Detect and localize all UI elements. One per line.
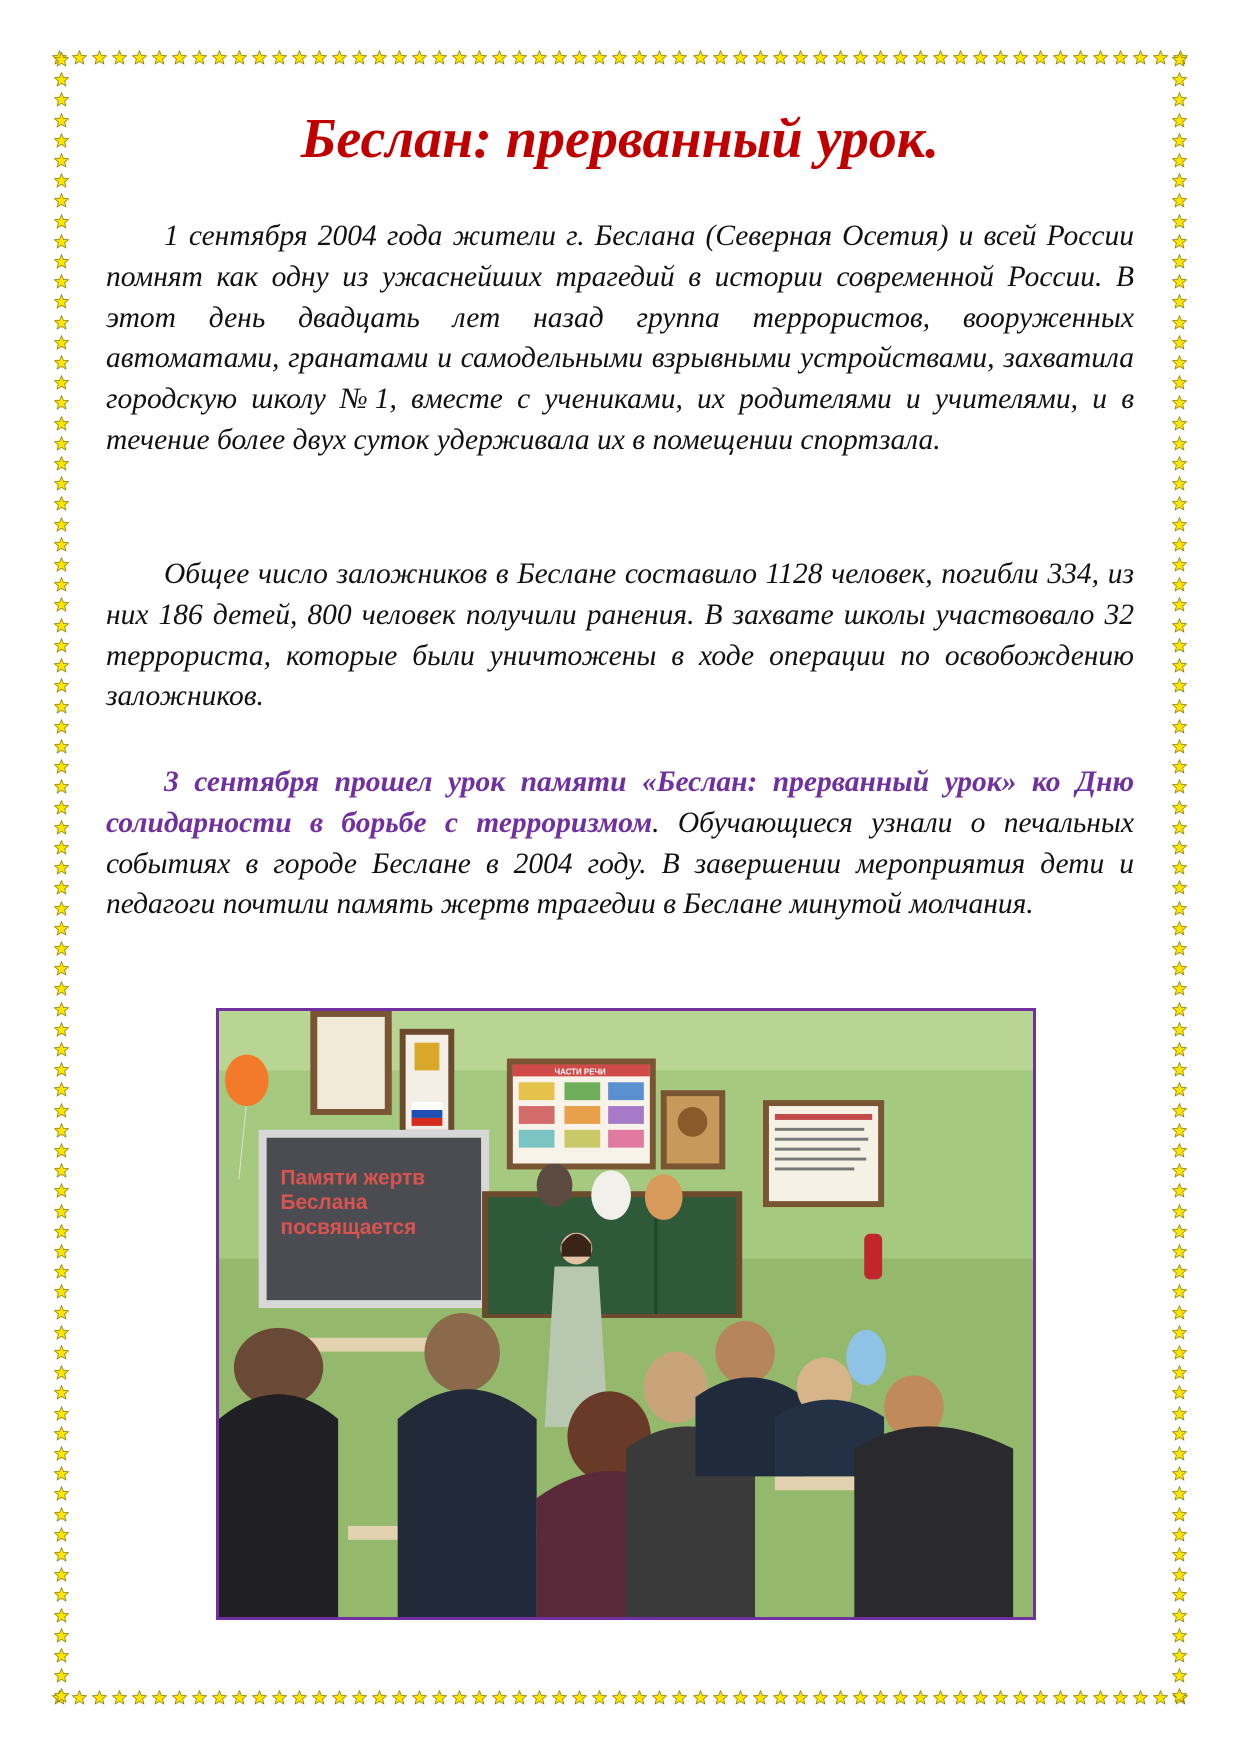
star-icon <box>1172 1426 1187 1441</box>
star-icon <box>54 840 69 855</box>
star-icon <box>54 800 69 815</box>
star-icon <box>873 50 888 65</box>
star-icon <box>472 50 487 65</box>
star-icon <box>853 50 868 65</box>
star-icon <box>532 1690 547 1705</box>
star-icon <box>54 820 69 835</box>
star-icon <box>1172 52 1187 67</box>
star-icon <box>292 1690 307 1705</box>
star-icon <box>1172 173 1187 188</box>
star-icon <box>432 1690 447 1705</box>
star-icon <box>552 1690 567 1705</box>
star-border-bottom <box>52 1690 1188 1705</box>
star-icon <box>54 1325 69 1340</box>
star-icon <box>54 1628 69 1643</box>
star-icon <box>54 1446 69 1461</box>
star-icon <box>933 50 948 65</box>
star-icon <box>54 961 69 976</box>
star-icon <box>54 153 69 168</box>
star-icon <box>54 1688 69 1703</box>
star-icon <box>1172 113 1187 128</box>
classroom-photo <box>216 1008 1036 1620</box>
star-icon <box>54 1406 69 1421</box>
star-icon <box>54 1305 69 1320</box>
star-icon <box>54 1466 69 1481</box>
star-icon <box>773 1690 788 1705</box>
star-icon <box>1172 1264 1187 1279</box>
star-icon <box>212 50 227 65</box>
star-icon <box>612 50 627 65</box>
star-icon <box>452 50 467 65</box>
star-icon <box>54 1426 69 1441</box>
star-icon <box>472 1690 487 1705</box>
star-icon <box>1172 577 1187 592</box>
star-icon <box>1172 678 1187 693</box>
star-icon <box>152 1690 167 1705</box>
star-icon <box>54 1365 69 1380</box>
star-icon <box>72 1690 87 1705</box>
star-icon <box>232 50 247 65</box>
star-icon <box>1172 800 1187 815</box>
star-icon <box>54 577 69 592</box>
star-icon <box>1172 1507 1187 1522</box>
star-icon <box>112 50 127 65</box>
star-icon <box>412 50 427 65</box>
star-icon <box>54 1527 69 1542</box>
star-icon <box>54 557 69 572</box>
star-icon <box>1172 476 1187 491</box>
star-icon <box>753 1690 768 1705</box>
star-icon <box>973 50 988 65</box>
star-icon <box>693 50 708 65</box>
star-icon <box>54 315 69 330</box>
star-icon <box>632 1690 647 1705</box>
poster-header: ЧАСТИ РЕЧИ <box>554 1067 606 1077</box>
star-icon <box>1172 1648 1187 1663</box>
star-icon <box>733 1690 748 1705</box>
star-icon <box>272 1690 287 1705</box>
star-icon <box>592 1690 607 1705</box>
star-icon <box>54 901 69 916</box>
star-icon <box>1172 1527 1187 1542</box>
star-icon <box>54 658 69 673</box>
star-icon <box>54 1143 69 1158</box>
star-icon <box>54 779 69 794</box>
star-icon <box>54 416 69 431</box>
star-icon <box>1033 1690 1048 1705</box>
star-icon <box>1172 1183 1187 1198</box>
star-icon <box>54 981 69 996</box>
star-icon <box>332 50 347 65</box>
star-icon <box>1172 375 1187 390</box>
star-icon <box>1172 921 1187 936</box>
star-icon <box>252 50 267 65</box>
star-icon <box>1172 1204 1187 1219</box>
star-icon <box>893 50 908 65</box>
star-icon <box>54 638 69 653</box>
star-icon <box>1172 1082 1187 1097</box>
star-icon <box>1172 193 1187 208</box>
star-icon <box>54 1244 69 1259</box>
star-icon <box>54 941 69 956</box>
star-icon <box>1172 739 1187 754</box>
star-icon <box>1053 1690 1068 1705</box>
star-icon <box>212 1690 227 1705</box>
star-icon <box>1172 719 1187 734</box>
star-icon <box>512 50 527 65</box>
star-icon <box>1172 1143 1187 1158</box>
star-icon <box>1053 50 1068 65</box>
star-icon <box>1153 50 1168 65</box>
star-icon <box>973 1690 988 1705</box>
star-icon <box>1172 537 1187 552</box>
star-icon <box>1172 860 1187 875</box>
star-icon <box>272 50 287 65</box>
star-icon <box>1172 1163 1187 1178</box>
star-icon <box>392 1690 407 1705</box>
star-icon <box>1172 1325 1187 1340</box>
star-icon <box>1172 436 1187 451</box>
star-border-left <box>54 52 69 1704</box>
star-icon <box>893 1690 908 1705</box>
star-icon <box>953 1690 968 1705</box>
star-icon <box>1172 1224 1187 1239</box>
star-icon <box>1172 72 1187 87</box>
star-icon <box>733 50 748 65</box>
star-icon <box>72 50 87 65</box>
star-icon <box>1172 153 1187 168</box>
star-icon <box>412 1690 427 1705</box>
star-icon <box>54 436 69 451</box>
star-icon <box>54 739 69 754</box>
star-icon <box>352 50 367 65</box>
star-icon <box>372 50 387 65</box>
star-icon <box>713 50 728 65</box>
star-icon <box>1172 133 1187 148</box>
star-icon <box>54 1264 69 1279</box>
star-icon <box>54 335 69 350</box>
star-icon <box>452 1690 467 1705</box>
star-icon <box>54 537 69 552</box>
star-icon <box>813 1690 828 1705</box>
star-icon <box>54 113 69 128</box>
star-icon <box>54 699 69 714</box>
star-icon <box>492 50 507 65</box>
star-icon <box>1172 335 1187 350</box>
star-icon <box>612 1690 627 1705</box>
star-icon <box>54 678 69 693</box>
star-icon <box>432 50 447 65</box>
star-icon <box>1113 50 1128 65</box>
star-icon <box>54 92 69 107</box>
star-icon <box>1013 50 1028 65</box>
star-icon <box>54 274 69 289</box>
star-icon <box>54 1042 69 1057</box>
star-icon <box>993 50 1008 65</box>
star-icon <box>54 72 69 87</box>
star-icon <box>54 921 69 936</box>
star-icon <box>392 50 407 65</box>
star-icon <box>1172 355 1187 370</box>
star-icon <box>54 1002 69 1017</box>
star-icon <box>54 1062 69 1077</box>
star-icon <box>192 50 207 65</box>
star-icon <box>54 214 69 229</box>
star-icon <box>793 50 808 65</box>
star-icon <box>1172 759 1187 774</box>
star-icon <box>172 1690 187 1705</box>
star-icon <box>54 375 69 390</box>
star-icon <box>54 517 69 532</box>
star-icon <box>54 597 69 612</box>
star-icon <box>1133 50 1148 65</box>
star-icon <box>1172 294 1187 309</box>
star-icon <box>1172 1547 1187 1562</box>
star-icon <box>1172 901 1187 916</box>
star-icon <box>773 50 788 65</box>
star-icon <box>292 50 307 65</box>
star-icon <box>54 880 69 895</box>
star-icon <box>1172 597 1187 612</box>
star-icon <box>54 254 69 269</box>
star-icon <box>54 395 69 410</box>
star-icon <box>1172 779 1187 794</box>
star-icon <box>1172 638 1187 653</box>
star-icon <box>132 1690 147 1705</box>
star-icon <box>1172 1567 1187 1582</box>
star-icon <box>1172 1244 1187 1259</box>
star-icon <box>54 719 69 734</box>
star-icon <box>1172 1103 1187 1118</box>
star-icon <box>54 1507 69 1522</box>
star-icon <box>54 1224 69 1239</box>
star-icon <box>632 50 647 65</box>
star-icon <box>54 1547 69 1562</box>
event-description: . Обучающиеся узнали о печальных событиях в городе Беслане в 2004 году. В завершении мероприятия дети и педагоги почтили память жертв трагедии в Беслане минутой молчания. <box>106 806 1134 921</box>
star-icon <box>1093 1690 1108 1705</box>
star-icon <box>1133 1690 1148 1705</box>
star-icon <box>1172 496 1187 511</box>
star-icon <box>1172 1385 1187 1400</box>
star-icon <box>1172 315 1187 330</box>
star-icon <box>92 1690 107 1705</box>
paragraph-statistics: Общее число заложников в Беслане составило 1128 человек, погибли 334, из них 186 детей, 800 человек получили ранения. В захвате школы участвовало 32 террориста, которые были уничтожены в ходе операции по освобождению заложников. <box>106 558 1134 713</box>
star-icon <box>54 860 69 875</box>
star-icon <box>1093 50 1108 65</box>
star-icon <box>913 50 928 65</box>
star-icon <box>54 1486 69 1501</box>
star-icon <box>1172 1608 1187 1623</box>
star-icon <box>1172 214 1187 229</box>
star-icon <box>1172 941 1187 956</box>
star-icon <box>933 1690 948 1705</box>
star-icon <box>1172 1284 1187 1299</box>
star-icon <box>132 50 147 65</box>
star-icon <box>592 50 607 65</box>
star-icon <box>1172 254 1187 269</box>
star-icon <box>1172 1365 1187 1380</box>
slide-text-line2: Беслана <box>280 1191 368 1215</box>
star-icon <box>672 50 687 65</box>
star-icon <box>92 50 107 65</box>
slide-text-line3: посвящается <box>280 1215 417 1239</box>
star-icon <box>1172 517 1187 532</box>
star-icon <box>1172 274 1187 289</box>
star-icon <box>1172 416 1187 431</box>
star-icon <box>1172 1123 1187 1138</box>
star-icon <box>54 456 69 471</box>
star-icon <box>54 234 69 249</box>
star-icon <box>54 173 69 188</box>
paragraph-event <box>106 762 1134 925</box>
star-border-top <box>52 50 1188 65</box>
paragraph-history: 1 сентября 2004 года жители г. Беслана (Северная Осетия) и всей России помнят как одну из ужаснейших трагедий в истории современной России. В этот день двадцать лет назад группа террористов, вооруженных автоматами, гранатами и самодельными взрывными устройствами, захватила городскую школу №1, вместе с учениками, их родителями и учителями, и в течение более двух суток удерживала их в помещении спортзала. <box>106 220 1134 456</box>
star-icon <box>54 294 69 309</box>
page-title: Беслан: прерванный урок. <box>300 108 940 170</box>
star-icon <box>1172 1406 1187 1421</box>
star-icon <box>372 1690 387 1705</box>
star-icon <box>853 1690 868 1705</box>
star-icon <box>172 50 187 65</box>
star-icon <box>54 1587 69 1602</box>
star-icon <box>1033 50 1048 65</box>
star-icon <box>512 1690 527 1705</box>
star-icon <box>54 52 69 67</box>
star-icon <box>753 50 768 65</box>
star-icon <box>1172 820 1187 835</box>
star-icon <box>1172 1486 1187 1501</box>
star-icon <box>54 1103 69 1118</box>
star-icon <box>1172 557 1187 572</box>
star-icon <box>1153 1690 1168 1705</box>
star-icon <box>1172 395 1187 410</box>
star-icon <box>1172 961 1187 976</box>
star-icon <box>1172 1062 1187 1077</box>
star-icon <box>552 50 567 65</box>
star-icon <box>1073 50 1088 65</box>
star-icon <box>1172 1002 1187 1017</box>
star-icon <box>54 355 69 370</box>
star-icon <box>192 1690 207 1705</box>
star-border-right <box>1172 52 1187 1704</box>
star-icon <box>312 50 327 65</box>
star-icon <box>672 1690 687 1705</box>
star-icon <box>1172 1446 1187 1461</box>
star-icon <box>713 1690 728 1705</box>
star-icon <box>54 1163 69 1178</box>
star-icon <box>492 1690 507 1705</box>
star-icon <box>1172 1587 1187 1602</box>
star-icon <box>112 1690 127 1705</box>
star-icon <box>54 1648 69 1663</box>
star-icon <box>1013 1690 1028 1705</box>
star-icon <box>54 759 69 774</box>
star-icon <box>1172 1466 1187 1481</box>
star-icon <box>1172 234 1187 249</box>
star-icon <box>54 1082 69 1097</box>
star-icon <box>1172 880 1187 895</box>
star-icon <box>813 50 828 65</box>
star-icon <box>54 1183 69 1198</box>
star-icon <box>1172 699 1187 714</box>
star-icon <box>312 1690 327 1705</box>
star-icon <box>1172 658 1187 673</box>
star-icon <box>1172 1688 1187 1703</box>
star-icon <box>54 476 69 491</box>
star-icon <box>1172 981 1187 996</box>
star-icon <box>54 1608 69 1623</box>
star-icon <box>332 1690 347 1705</box>
star-icon <box>1172 1022 1187 1037</box>
star-icon <box>1172 1668 1187 1683</box>
star-icon <box>54 1668 69 1683</box>
star-icon <box>793 1690 808 1705</box>
star-icon <box>1172 456 1187 471</box>
star-icon <box>532 50 547 65</box>
star-icon <box>232 1690 247 1705</box>
star-icon <box>1113 1690 1128 1705</box>
star-icon <box>873 1690 888 1705</box>
star-icon <box>54 1567 69 1582</box>
star-icon <box>1172 1305 1187 1320</box>
star-icon <box>54 1022 69 1037</box>
star-icon <box>54 1204 69 1219</box>
star-icon <box>352 1690 367 1705</box>
star-icon <box>54 1345 69 1360</box>
star-icon <box>993 1690 1008 1705</box>
star-icon <box>1073 1690 1088 1705</box>
star-icon <box>1172 1345 1187 1360</box>
star-icon <box>1172 92 1187 107</box>
star-icon <box>572 1690 587 1705</box>
star-icon <box>833 50 848 65</box>
star-icon <box>913 1690 928 1705</box>
star-icon <box>1172 618 1187 633</box>
star-icon <box>54 193 69 208</box>
star-icon <box>54 618 69 633</box>
star-icon <box>652 50 667 65</box>
star-icon <box>54 1123 69 1138</box>
star-icon <box>1172 1042 1187 1057</box>
star-icon <box>1172 840 1187 855</box>
star-icon <box>953 50 968 65</box>
star-icon <box>54 496 69 511</box>
star-icon <box>152 50 167 65</box>
star-icon <box>693 1690 708 1705</box>
star-icon <box>572 50 587 65</box>
star-icon <box>833 1690 848 1705</box>
star-icon <box>54 133 69 148</box>
star-icon <box>1172 1628 1187 1643</box>
classroom-photo-illustration <box>219 1011 1033 1617</box>
event-highlight: 3 сентября прошел урок памяти «Беслан: прерванный урок» ко Дню солидарности в борьбе с терроризмом <box>106 766 1134 839</box>
star-icon <box>54 1385 69 1400</box>
star-icon <box>252 1690 267 1705</box>
star-icon <box>54 1284 69 1299</box>
star-icon <box>652 1690 667 1705</box>
slide-text-line1: Памяти жертв <box>280 1166 426 1190</box>
